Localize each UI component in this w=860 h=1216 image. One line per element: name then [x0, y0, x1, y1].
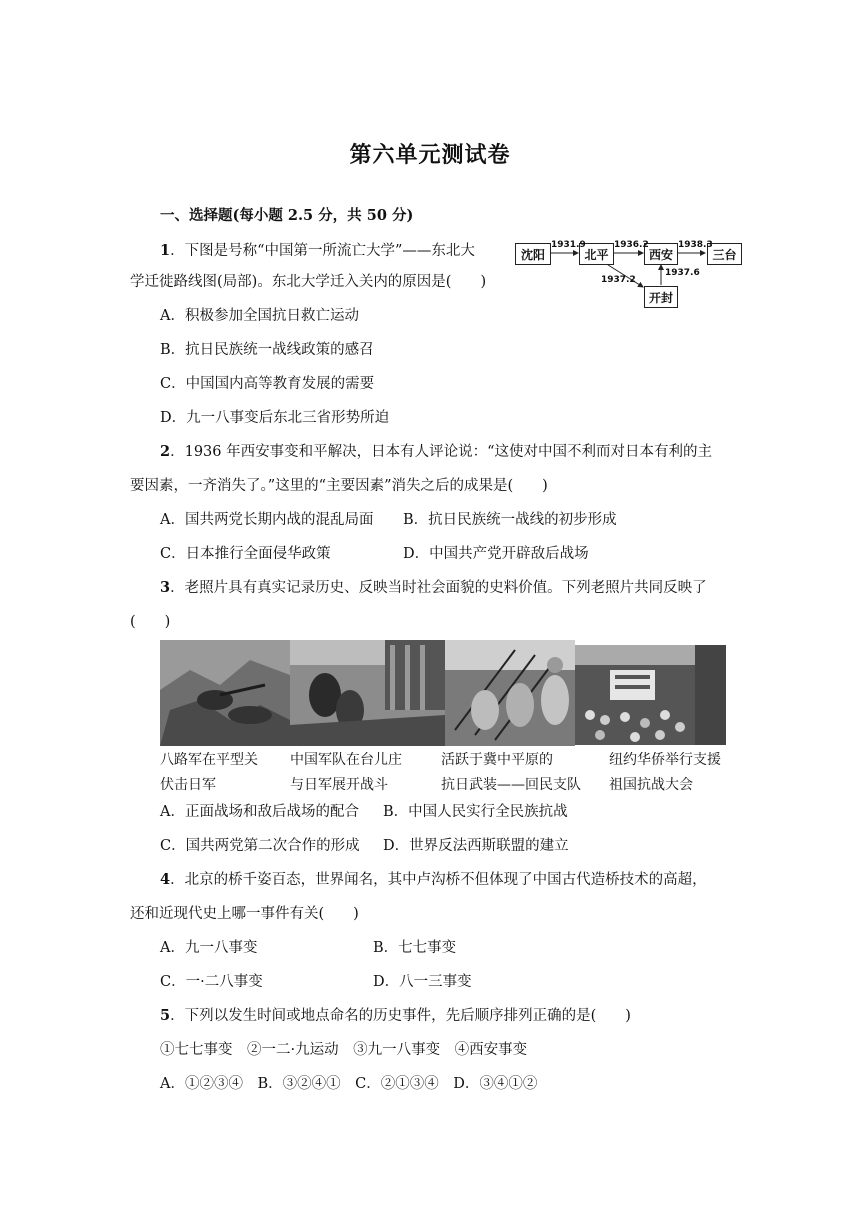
- q2-option-a: A．国共两党长期内战的混乱局面: [160, 512, 374, 528]
- route-node-beiping: 北平: [579, 243, 614, 265]
- question-number: 1: [160, 242, 171, 259]
- question-number: 2: [160, 443, 171, 460]
- q4-option-c: C．一·二八事变: [160, 974, 263, 990]
- q2-option-c: C．日本推行全面侵华政策: [160, 546, 331, 562]
- photo-new-york-rally: [575, 645, 726, 745]
- question-text: ．北京的桥千姿百态，世界闻名，其中卢沟桥不但体现了中国古代造桥技术的高超，: [170, 872, 707, 888]
- q1-option-d: D．九一八事变后东北三省形势所迫: [160, 410, 390, 426]
- question-5-line1: [160, 1006, 631, 1026]
- photo-taierzhuang: [290, 640, 445, 746]
- question-3-line1: [160, 578, 707, 598]
- q2-option-d: D．中国共产党开辟敌后战场: [403, 546, 589, 562]
- question-4-line2: 还和近现代史上哪一事件有关( ): [130, 906, 359, 922]
- photo-new-york-image: [575, 645, 726, 745]
- page-title: 第六单元测试卷: [349, 142, 511, 168]
- q3-option-b: B．中国人民实行全民族抗战: [383, 804, 568, 820]
- route-label-1937-2: 1937.2: [601, 275, 636, 285]
- question-text: ．下图是号称“中国第一所流亡大学”——东北大: [170, 243, 475, 259]
- route-label-1938-3: 1938.3: [678, 240, 713, 250]
- photo-pingxingguan-image: [160, 640, 290, 746]
- route-node-xian: 西安: [644, 243, 678, 265]
- route-node-kaifeng: 开封: [644, 286, 678, 308]
- route-node-santai: 三台: [707, 243, 742, 265]
- q1-option-b: B．抗日民族统一战线政策的感召: [160, 342, 374, 358]
- photo-caption-4: 纽约华侨举行支援 祖国抗战大会: [609, 752, 721, 793]
- migration-route-diagram: [515, 238, 745, 310]
- question-text: ．1936 年西安事变和平解决，日本有人评论说：“这使对中国不利而对日本有利的主: [170, 444, 713, 460]
- photo-huimin-image: [445, 640, 575, 746]
- question-3-line2: ( ): [130, 614, 171, 630]
- route-label-1936-2: 1936.2: [614, 240, 649, 250]
- question-2-line2: 要因素，一齐消失了。”这里的“主要因素”消失之后的成果是( ): [130, 478, 548, 494]
- q4-option-d: D．八一三事变: [373, 974, 472, 990]
- q1-option-a: A．积极参加全国抗日救亡运动: [160, 308, 359, 324]
- section-heading: 一、选择题(每小题 2.5 分，共 50 分): [160, 207, 414, 224]
- question-number: 5: [160, 1007, 171, 1024]
- route-node-shenyang: 沈阳: [515, 243, 551, 265]
- photo-huimin-detachment: [445, 640, 575, 746]
- question-number: 4: [160, 871, 171, 888]
- q4-option-b: B．七七事变: [373, 940, 457, 956]
- photo-pingxingguan: [160, 640, 290, 746]
- q5-items: ①七七事变 ②一二·九运动 ③九一八事变 ④西安事变: [160, 1042, 528, 1058]
- q3-option-c: C．国共两党第二次合作的形成: [160, 838, 360, 854]
- q4-option-a: A．九一八事变: [160, 940, 258, 956]
- q5-options: A．①②③④ B．③②④① C．②①③④ D．③④①②: [160, 1076, 538, 1092]
- question-text: ．下列以发生时间或地点命名的历史事件，先后顺序排列正确的是( ): [170, 1008, 631, 1024]
- route-label-1937-6: 1937.6: [665, 268, 700, 278]
- question-1-line2: 学迁徙路线图(局部)。东北大学迁入关内的原因是( ): [130, 274, 487, 290]
- route-label-1931-9: 1931.9: [551, 240, 586, 250]
- q1-option-c: C．中国国内高等教育发展的需要: [160, 376, 375, 392]
- question-2-line1: [160, 442, 712, 462]
- question-1-line1: [160, 241, 475, 261]
- q3-option-a: A．正面战场和敌后战场的配合: [160, 804, 359, 820]
- photo-caption-2: 中国军队在台儿庄 与日军展开战斗: [290, 752, 402, 793]
- question-4-line1: [160, 870, 707, 890]
- q2-option-b: B．抗日民族统一战线的初步形成: [403, 512, 617, 528]
- q3-option-d: D．世界反法西斯联盟的建立: [383, 838, 569, 854]
- photo-taierzhuang-image: [290, 640, 445, 746]
- photo-caption-1: 八路军在平型关 伏击日军: [160, 752, 258, 793]
- photo-caption-3: 活跃于冀中平原的 抗日武装——回民支队: [441, 752, 581, 793]
- question-text: ．老照片具有真实记录历史、反映当时社会面貌的史料价值。下列老照片共同反映了: [170, 580, 707, 596]
- question-number: 3: [160, 579, 171, 596]
